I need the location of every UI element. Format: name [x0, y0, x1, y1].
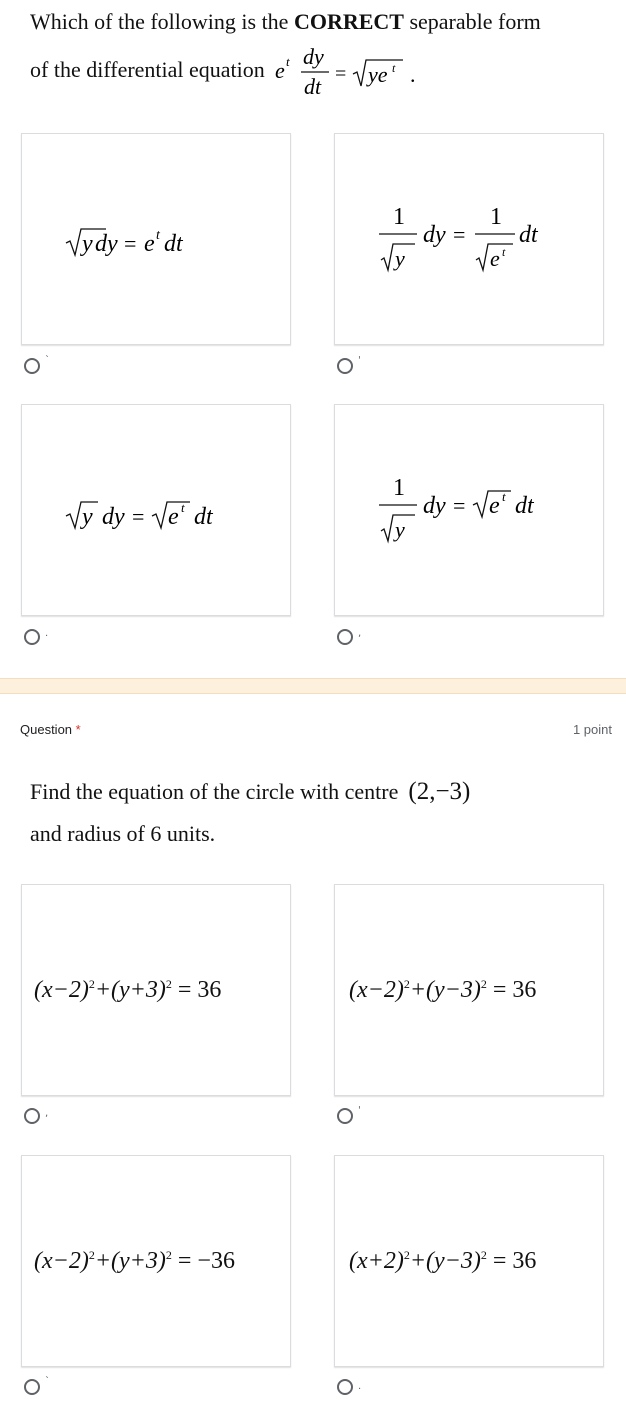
svg-text:dy: dy [423, 222, 446, 248]
svg-text:.: . [409, 62, 416, 87]
svg-text:dt: dt [194, 504, 213, 530]
svg-text:dy: dy [102, 504, 125, 530]
svg-text:e: e [490, 246, 500, 271]
option-d-q2-marker: . [358, 1381, 362, 1392]
question-1-line-1: Which of the following is the CORRECT separable form [30, 9, 541, 34]
svg-text:dy: dy [423, 493, 446, 519]
svg-text:=: = [132, 504, 145, 529]
svg-text:t: t [391, 61, 396, 75]
option-card-a-q2[interactable] [21, 884, 291, 1096]
svg-text:dt: dt [515, 493, 534, 519]
radio-option-c-q2[interactable] [24, 1379, 40, 1395]
option-b-q2-expression: $(x-2)^2+(y-3)^2 = 36$ [349, 976, 537, 1003]
option-c-q2-marker: ` [45, 1376, 50, 1387]
option-d-marker: , [358, 628, 362, 639]
svg-text:y: y [395, 517, 405, 542]
svg-text:1: 1 [393, 204, 405, 230]
option-card-b-q2[interactable] [334, 884, 604, 1096]
svg-text:y: y [82, 504, 93, 530]
svg-text:y: y [395, 246, 405, 271]
svg-text:=: = [453, 493, 466, 518]
option-b-expression [375, 194, 595, 284]
required-asterisk: * [75, 722, 81, 737]
section-divider [0, 678, 626, 694]
svg-text:dt: dt [164, 231, 183, 257]
svg-text:t: t [502, 489, 506, 504]
svg-text:e: e [489, 493, 500, 519]
option-card-a[interactable] [21, 133, 291, 345]
question-label: Question * [20, 722, 81, 737]
option-card-c[interactable] [21, 404, 291, 616]
radio-option-b[interactable] [337, 358, 353, 374]
question-2-line-2: and radius of 6 units. [30, 821, 216, 846]
svg-text:ye: ye [367, 62, 388, 87]
svg-text:1: 1 [393, 475, 405, 501]
option-a-q2-marker: , [45, 1108, 49, 1119]
question-1-line-2: of the differential equation e t dy dt = ye t . [30, 42, 615, 98]
question-2-line-1: Find the equation of the circle with centre (2,−3) [30, 770, 615, 814]
option-c-q2-expression: $(x-2)^2+(y+3)^2 = -36$ [34, 1247, 235, 1274]
option-a-q2-expression: $(x-2)^2+(y+3)^2 = 36$ [34, 976, 222, 1003]
question-2-text [30, 770, 615, 854]
bold-correct: CORRECT [293, 9, 404, 34]
svg-text:t: t [181, 500, 185, 515]
svg-text:t: t [285, 54, 290, 69]
svg-text:dt: dt [303, 74, 321, 98]
option-c-expression [64, 480, 284, 540]
option-b-q2-marker: ' [358, 1105, 361, 1116]
circle-centre: (2,−3) [408, 778, 471, 805]
option-c-marker: . [45, 628, 49, 639]
svg-text:dy: dy [95, 231, 118, 257]
svg-text:dt: dt [519, 222, 538, 248]
option-a-marker: ` [45, 355, 50, 366]
radio-option-a-q2[interactable] [24, 1108, 40, 1124]
svg-text:e: e [168, 504, 179, 530]
option-card-d-q2[interactable] [334, 1155, 604, 1367]
option-card-d[interactable] [334, 404, 604, 616]
svg-text:e: e [274, 58, 285, 83]
svg-text:=: = [334, 63, 347, 85]
svg-text:=: = [453, 222, 466, 247]
question-points: 1 point [572, 722, 612, 737]
svg-text:t: t [156, 228, 160, 243]
option-d-q2-expression: $(x+2)^2+(y-3)^2 = 36$ [349, 1247, 537, 1274]
svg-text:1: 1 [490, 204, 502, 230]
option-b-marker: ' [358, 355, 361, 366]
svg-text:e: e [144, 231, 155, 257]
svg-text:t: t [502, 245, 506, 259]
question-1-text [30, 2, 615, 98]
option-a-expression [64, 209, 264, 269]
radio-option-c[interactable] [24, 629, 40, 645]
radio-option-a[interactable] [24, 358, 40, 374]
option-card-b[interactable] [334, 133, 604, 345]
svg-text:=: = [124, 231, 137, 256]
radio-option-b-q2[interactable] [337, 1108, 353, 1124]
option-card-c-q2[interactable] [21, 1155, 291, 1367]
svg-text:dy: dy [302, 44, 324, 69]
radio-option-d[interactable] [337, 629, 353, 645]
radio-option-d-q2[interactable] [337, 1379, 353, 1395]
option-d-expression [375, 465, 595, 555]
differential-equation [273, 42, 423, 98]
svg-text:y: y [82, 231, 93, 257]
